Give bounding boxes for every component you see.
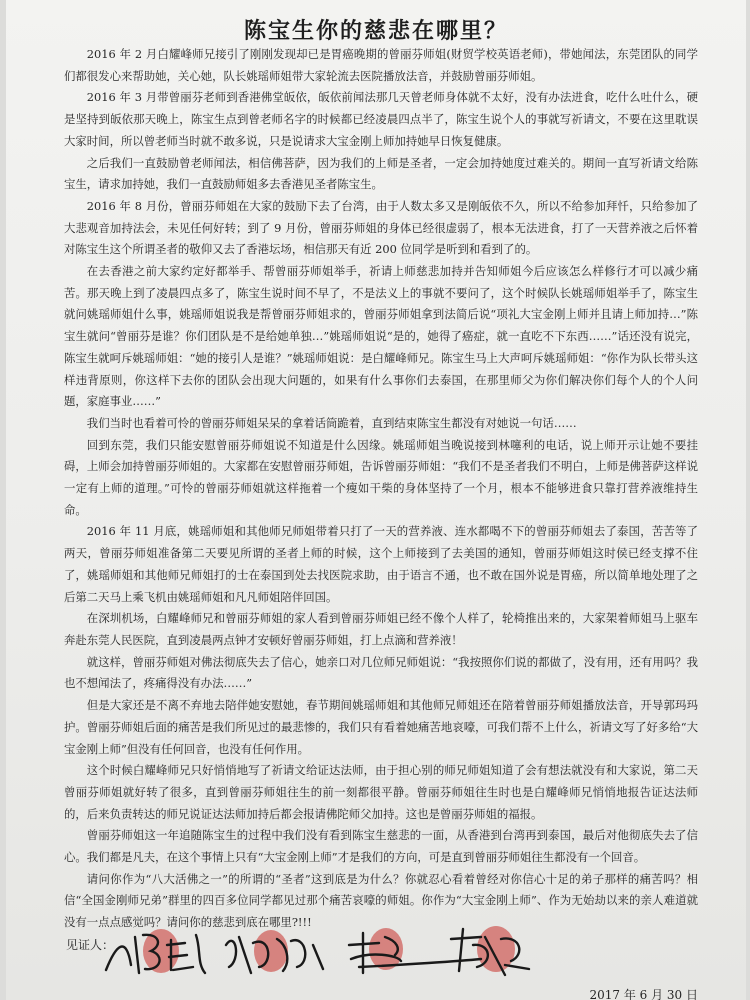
paragraph: 在深圳机场，白耀峰师兄和曾丽芬师姐的家人看到曾丽芬师姐已经不像个人样了，轮椅推出来的，大家架着师姐马上驱车奔赴东莞人民医院，直到凌晨两点钟才安顿好曾丽芬师姐，打上点滴和营养液！ xyxy=(64,611,698,647)
paragraph: 回到东莞，我们只能安慰曾丽芬师姐说不知道是什么因缘。姚瑶师姐当晚说接到林噻利的电话，说上师开示让她不要挂碍，上师会加持曾丽芬师姐的。大家都在安慰曾丽芬师姐，告诉曾丽芬师姐：“我们不是圣者我们不明白，上师是佛菩萨这样说一定有上师的道理。”可怜的曾丽芬师姐就这样拖着一个瘦如干柴的身体坚持了一个月，根本不能够进食只靠打营养液维持生命。 xyxy=(64,437,698,517)
paragraph: 2016 年 8 月份，曾丽芬师姐在大家的鼓励下去了台湾，由于人数太多又是刚皈依不久，所以不给参加拜忏，只给参加了大悲观音加持法会，未见任何好转；到了 9 月份，曾丽芬师姐的身体已经很虚弱了，根本无法进食，打了一天营养液之后怀着对陈宝生这个所谓圣者的敬仰又去了香港坛场，相信那天有近 200 位同学是听到和看到了的。 xyxy=(64,198,698,257)
fingerprint-seal xyxy=(254,930,288,972)
letter-paper xyxy=(6,0,746,1000)
paragraph: 这个时候白耀峰师兄只好悄悄地写了祈请文给证达法师，由于担心别的师兄师姐知道了会有想法就没有和大家说，第二天曾丽芬师姐就好转了很多，直到曾丽芬师姐往生的前一刻都很平静。曾丽芬师姐往生时也是白耀峰师兄悄悄地报告证达法师的，后来负责转达的师兄说证达法师加持后都会报请佛陀师父加持。这也是曾丽芬师姐的福报。 xyxy=(64,763,698,821)
paragraph: 就这样，曾丽芬师姐对佛法彻底失去了信心，她亲口对几位师兄师姐说：“我按照你们说的都做了，没有用，还有用吗？我也不想闻法了，疼痛得没有办法……” xyxy=(64,654,698,691)
letter-date: 2017 年 6 月 30 日 xyxy=(589,988,698,1000)
paragraph: 2016 年 3 月带曾丽芬老师到香港佛堂皈依，皈依前闻法那几天曾老师身体就不太好，没有办法进食，吃什么吐什么，硬是坚持到皈依那天晚上，陈宝生点到曾老师名字的时候都已经凌晨四点半了，陈宝生说个人的事就写祈请文，不要在这里耽误大家时间，所以曾老师当时就不敢多说，只是说请求大宝金刚上师加持她早日恢复健康。 xyxy=(64,90,698,148)
paragraph: 在去香港之前大家约定好都举手、帮曾丽芬师姐举手，祈请上师慈悲加持并告知师姐今后应该怎么样修行才可以减少痛苦。那天晚上到了凌晨四点多了，陈宝生说时间不早了，不是法义上的事就不要问了，这个时候队长姚瑶师姐举手了，陈宝生就问姚瑶师姐什么事，姚瑶师姐说我是帮曾丽芬师姐求的，曾丽芬师姐拿到法简后说“项礼大宝金刚上师并且请上师加持…”陈宝生就问“曾丽芬是谁？你们团队是不是给她单独…”姚瑶师姐说“是的，她得了癌症，就一直吃不下东西……”话还没有说完，陈宝生就呵斥姚瑶师姐：“她的接引人是谁？”姚瑶师姐说：是白耀峰师兄。陈宝生马上大声呵斥姚瑶师姐：“你作为队长带头这样违背原则，你这样下去你的团队会出现大问题的，如果有什么事你们去泰国，在那里师父为你们解决你们每个人的个人问题，家庭事业……” xyxy=(64,264,698,409)
signature-image xyxy=(101,915,531,985)
signatures xyxy=(101,915,531,985)
paragraph: 之后我们一直鼓励曾老师闻法，相信佛菩萨，因为我们的上师是圣者，一定会加持她度过难关的。期间一直写祈请文给陈宝生，请求加持她，我们一直鼓励师姐多去香港见圣者陈宝生。 xyxy=(64,155,698,192)
letter-title: 陈宝生你的慈悲在哪里？ xyxy=(243,18,508,44)
paragraph: 2016 年 2 月白耀峰师兄接引了刚刚发现却已是胃癌晚期的曾丽芬师姐(财贸学校英语老师)，带她闻法，东莞团队的同学们都很发心来帮助她，关心她，队长姚瑶师姐带大家轮流去医院播放法音，并鼓励曾丽芬师姐。 xyxy=(64,47,698,83)
witness-label: 见证人： xyxy=(66,938,115,952)
paragraph: 曾丽芬师姐这一年追随陈宝生的过程中我们没有看到陈宝生慈悲的一面，从香港到台湾再到泰国，最后对他彻底失去了信心。我们都是凡夫，在这个事情上只有“大宝金刚上师”才是我们的方向，可是直到曾丽芬师姐往生都没有一个回音。 xyxy=(64,828,698,865)
paragraph: 请问你作为“八大活佛之一”的所谓的“圣者”这到底是为什么？你就忍心看着曾经对你信心十足的弟子那样的痛苦吗？相信“全国金刚师兄弟”群里的四百多位同学都见过那个痛苦哀嚎的师姐。你作为“大宝金刚上师”、作为无始劫以来的亲人难道就没有一点点感觉吗？请问你的慈悲到底在哪里?!!! xyxy=(64,871,698,930)
letter-body xyxy=(64,44,698,934)
paragraph: 我们当时也看着可怜的曾丽芬师姐呆呆的拿着话筒跪着，直到结束陈宝生都没有对她说一句话…… xyxy=(86,415,577,430)
paragraph: 但是大家还是不离不弃地去陪伴她安慰她，春节期间姚瑶师姐和其他师兄师姐还在陪着曾丽芬师姐播放法音，开导郭玛玛护。曾丽芬师姐后面的痛苦是我们所见过的最悲惨的，我们只有看着她痛苦地哀嚎，可我们帮不上什么，祈请文写了好多给“大宝金刚上师”但没有任何回音，也没有任何作用。 xyxy=(64,698,698,756)
paragraph: 2016 年 11 月底，姚瑶师姐和其他师兄师姐带着只打了一天的营养液、连水都喝不下的曾丽芬师姐去了泰国，苦苦等了两天，曾丽芬师姐准备第二天要见所谓的圣者上师的时候，这个上师接到了去美国的通知，曾丽芬师姐这时侯已经支撑不住了，姚瑶师姐和其他师兄师姐打的士在泰国到处去找医院求助，由于语言不通，也不敢在国外说是胃癌，所以简单地处理了之后第二天马上乘飞机由姚瑶师姐和凡凡师姐陪伴回国。 xyxy=(64,524,698,604)
